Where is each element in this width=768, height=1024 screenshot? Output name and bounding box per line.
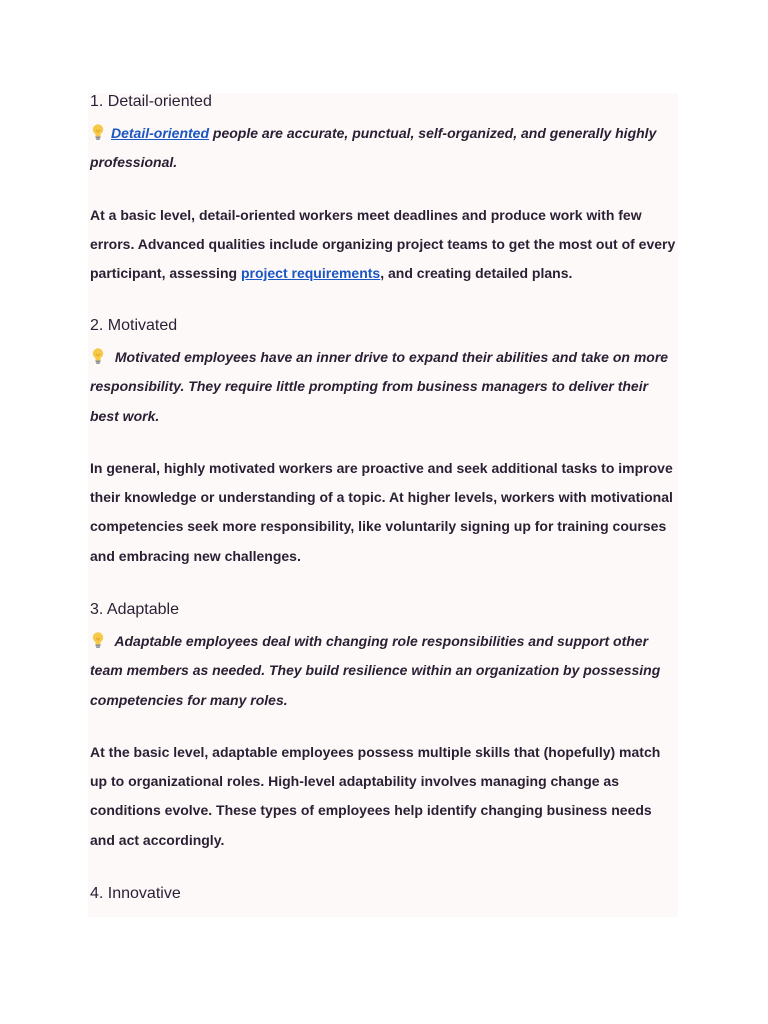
- lightbulb-icon: [90, 347, 106, 365]
- section-innovative: [90, 884, 678, 904]
- lightbulb-icon: [90, 123, 106, 141]
- section-body: At the basic level, adaptable employees possess multiple skills that (hopefully) match up to organizational roles. High-level adaptability involves managing change as conditions evolve. These types of employees help identify changing business needs and act accordingly.: [90, 743, 661, 848]
- body-text: At a basic level, detail-oriented workers meet deadlines and produce work with few errors. Advanced qualities include organizing project teams to get the most out of every participant, assessing: [90, 206, 676, 282]
- section-heading: 1. Detail-oriented: [90, 93, 212, 110]
- section-body: In general, highly motivated workers are proactive and seek additional tasks to improve their knowledge or understanding of a topic. At higher levels, workers with motivational competencies seek more responsibility, like voluntarily signing up for training courses and embracing new challenges.: [90, 459, 673, 564]
- tip-text: Adaptable employees deal with changing role responsibilities and support other team members as needed. They build resilience within an organization by possessing competencies for many roles.: [90, 633, 661, 708]
- section-motivated: [90, 316, 678, 571]
- section-heading: 2. Motivated: [90, 317, 178, 334]
- body-text-end: , and creating detailed plans.: [380, 265, 573, 282]
- detail-oriented-link[interactable]: Detail-oriented: [111, 125, 210, 141]
- section-adaptable: [90, 600, 678, 855]
- tip-callout: [90, 627, 678, 715]
- section-heading: 4. Innovative: [90, 885, 181, 902]
- tip-text: people are accurate, punctual, self-organized, and generally highly professional.: [90, 125, 657, 171]
- tip-callout: [90, 119, 678, 178]
- lightbulb-icon: [90, 631, 106, 649]
- section-detail-oriented: [90, 92, 678, 288]
- tip-callout: [90, 343, 678, 431]
- section-body: [90, 201, 678, 289]
- tip-text: Motivated employees have an inner drive to expand their abilities and take on more responsibility. They require little prompting from business managers to deliver their best work.: [90, 349, 669, 424]
- project-requirements-link[interactable]: project requirements: [240, 265, 381, 282]
- section-heading: 3. Adaptable: [90, 601, 179, 618]
